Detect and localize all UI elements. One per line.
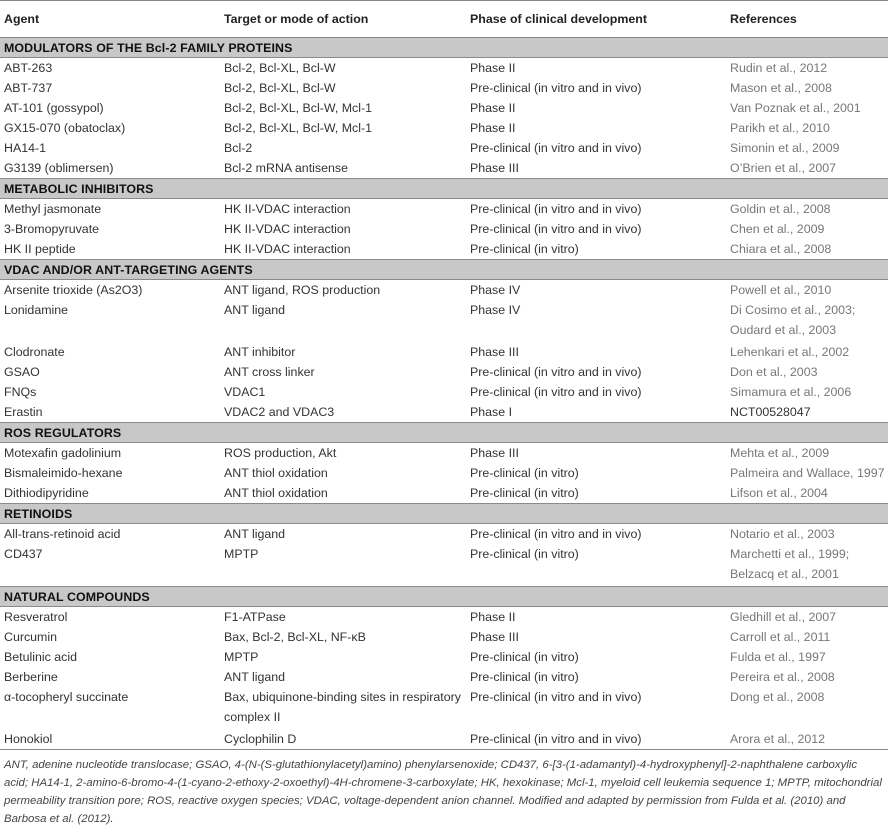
- phase-cell: Pre-clinical (in vitro): [470, 486, 579, 500]
- table-row: [0, 219, 888, 239]
- agent-cell: ABT-737: [4, 81, 53, 95]
- agent-cell: Betulinic acid: [4, 650, 78, 664]
- phase-cell: Phase IV: [470, 303, 521, 317]
- reference-cell: Gledhill et al., 2007: [730, 610, 837, 624]
- table-row: [0, 239, 888, 260]
- agent-cell: Clodronate: [4, 345, 65, 359]
- table-row: [0, 280, 888, 301]
- phase-cell: Pre-clinical (in vitro and in vivo): [470, 141, 642, 155]
- section-row: [0, 504, 888, 524]
- table-row: [0, 443, 888, 464]
- reference-cell: NCT00528047: [730, 405, 811, 419]
- agent-cell: Methyl jasmonate: [4, 202, 102, 216]
- target-cell: ANT ligand: [224, 527, 286, 541]
- table-row: [0, 342, 888, 362]
- target-cell: VDAC2 and VDAC3: [224, 405, 335, 419]
- agent-cell: GX15-070 (obatoclax): [4, 121, 126, 135]
- phase-cell: Pre-clinical (in vitro and in vivo): [470, 202, 642, 216]
- agent-cell: AT-101 (gossypol): [4, 101, 104, 115]
- reference-cell: Lifson et al., 2004: [730, 486, 828, 500]
- table-row: [0, 729, 888, 750]
- header-references: References: [726, 1, 888, 38]
- phase-cell: Phase III: [470, 630, 519, 644]
- agent-cell: Honokiol: [0, 729, 220, 750]
- target-cell: Bcl-2, Bcl-XL, Bcl-W, Mcl-1: [224, 121, 373, 135]
- table-row: [0, 158, 888, 179]
- table-row: [0, 544, 888, 587]
- table-row: [0, 463, 888, 483]
- reference-cell: Dong et al., 2008: [730, 690, 825, 704]
- reference-cell: Rudin et al., 2012: [730, 61, 828, 75]
- phase-cell: Phase III: [470, 345, 519, 359]
- section-row: [0, 423, 888, 443]
- table-row: [0, 382, 888, 402]
- target-cell: ANT cross linker: [224, 365, 315, 379]
- target-cell: Cyclophilin D: [220, 729, 466, 750]
- phase-cell: Pre-clinical (in vitro and in vivo): [470, 222, 642, 236]
- agent-cell: HK II peptide: [4, 242, 76, 256]
- agent-cell: HA14-1: [4, 141, 47, 155]
- agent-cell: Dithiodipyridine: [4, 486, 89, 500]
- phase-cell: Pre-clinical (in vitro): [470, 547, 579, 561]
- table-row: [0, 667, 888, 687]
- phase-cell: Pre-clinical (in vitro and in vivo): [470, 527, 642, 541]
- section-title: NATURAL COMPOUNDS: [0, 587, 888, 607]
- target-cell: ANT inhibitor: [224, 345, 296, 359]
- header-row: [0, 1, 888, 38]
- phase-cell: Phase IV: [470, 283, 521, 297]
- agent-cell: CD437: [4, 547, 43, 561]
- reference-cell: Arora et al., 2012: [726, 729, 888, 750]
- reference-cell: Lehenkari et al., 2002: [730, 345, 850, 359]
- target-cell: Bcl-2, Bcl-XL, Bcl-W: [224, 81, 336, 95]
- phase-cell: Pre-clinical (in vitro): [470, 466, 579, 480]
- section-row: [0, 38, 888, 58]
- reference-cell: Pereira et al., 2008: [730, 670, 835, 684]
- table-row: [0, 362, 888, 382]
- target-cell: Bax, ubiquinone-binding sites in respiratory complex II: [224, 690, 461, 724]
- target-cell: Bax, Bcl-2, Bcl-XL, NF-κB: [224, 630, 366, 644]
- phase-cell: Pre-clinical (in vitro and in vivo): [466, 729, 726, 750]
- phase-cell: Phase III: [470, 446, 519, 460]
- agent-cell: Arsenite trioxide (As2O3): [4, 283, 143, 297]
- target-cell: MPTP: [224, 547, 259, 561]
- reference-cell: Powell et al., 2010: [730, 283, 832, 297]
- phase-cell: Pre-clinical (in vitro and in vivo): [470, 81, 642, 95]
- reference-cell: Van Poznak et al., 2001: [730, 101, 861, 115]
- table-row: [0, 138, 888, 158]
- phase-cell: Pre-clinical (in vitro): [470, 670, 579, 684]
- target-cell: Bcl-2: [224, 141, 253, 155]
- section-title: MODULATORS OF THE Bcl-2 FAMILY PROTEINS: [0, 38, 888, 58]
- section-title: VDAC AND/OR ANT-TARGETING AGENTS: [0, 260, 888, 280]
- table-row: [0, 118, 888, 138]
- agent-cell: α-tocopheryl succinate: [4, 690, 129, 704]
- reference-cell: Mason et al., 2008: [730, 81, 832, 95]
- phase-cell: Phase I: [470, 405, 513, 419]
- agent-cell: Resveratrol: [4, 610, 68, 624]
- agent-cell: Lonidamine: [4, 303, 69, 317]
- table-row: [0, 402, 888, 423]
- table-row: [0, 524, 888, 545]
- target-cell: Bcl-2 mRNA antisense: [224, 161, 348, 175]
- reference-cell: Chiara et al., 2008: [730, 242, 832, 256]
- table-row: [0, 483, 888, 504]
- reference-cell: O’Brien et al., 2007: [730, 161, 837, 175]
- target-cell: Bcl-2, Bcl-XL, Bcl-W: [224, 61, 336, 75]
- table-row: [0, 627, 888, 647]
- agent-cell: ABT-263: [4, 61, 53, 75]
- target-cell: ANT thiol oxidation: [224, 486, 328, 500]
- target-cell: HK II-VDAC interaction: [224, 222, 351, 236]
- table-row: [0, 78, 888, 98]
- section-title: ROS REGULATORS: [0, 423, 888, 443]
- phase-cell: Phase II: [470, 610, 516, 624]
- reference-cell: Parikh et al., 2010: [730, 121, 830, 135]
- agent-cell: Motexafin gadolinium: [4, 446, 122, 460]
- agent-cell: Erastin: [4, 405, 43, 419]
- section-row: [0, 260, 888, 280]
- table-row: [0, 647, 888, 667]
- phase-cell: Phase II: [470, 61, 516, 75]
- section-title: METABOLIC INHIBITORS: [0, 179, 888, 199]
- phase-cell: Pre-clinical (in vitro and in vivo): [470, 385, 642, 399]
- target-cell: MPTP: [224, 650, 259, 664]
- section-row: [0, 587, 888, 607]
- phase-cell: Phase II: [470, 101, 516, 115]
- reference-cell: Simamura et al., 2006: [730, 385, 852, 399]
- reference-cell: Di Cosimo et al., 2003; Oudard et al., 2003: [730, 303, 856, 337]
- target-cell: ROS production, Akt: [224, 446, 337, 460]
- target-cell: ANT ligand, ROS production: [224, 283, 381, 297]
- agent-cell: Berberine: [4, 670, 58, 684]
- reference-cell: Marchetti et al., 1999; Belzacq et al., 2001: [730, 547, 850, 581]
- table-row: [0, 687, 888, 729]
- table-row: [0, 98, 888, 118]
- target-cell: F1-ATPase: [224, 610, 286, 624]
- reference-cell: Chen et al., 2009: [730, 222, 825, 236]
- agent-cell: FNQs: [4, 385, 37, 399]
- section-title: RETINOIDS: [0, 504, 888, 524]
- phase-cell: Phase II: [470, 121, 516, 135]
- phase-cell: Pre-clinical (in vitro and in vivo): [470, 365, 642, 379]
- header-agent: Agent: [0, 1, 220, 38]
- reference-cell: Carroll et al., 2011: [730, 630, 831, 644]
- target-cell: ANT ligand: [224, 670, 286, 684]
- target-cell: HK II-VDAC interaction: [224, 202, 351, 216]
- agent-cell: 3-Bromopyruvate: [4, 222, 100, 236]
- agent-cell: Bismaleimido-hexane: [4, 466, 123, 480]
- table-row: [0, 58, 888, 79]
- section-row: [0, 179, 888, 199]
- table-row: [0, 199, 888, 220]
- header-target: Target or mode of action: [220, 1, 466, 38]
- table-row: [0, 607, 888, 628]
- reference-cell: Fulda et al., 1997: [730, 650, 826, 664]
- agent-cell: G3139 (oblimersen): [4, 161, 114, 175]
- target-cell: ANT ligand: [224, 303, 286, 317]
- reference-cell: Palmeira and Wallace, 1997: [730, 466, 885, 480]
- reference-cell: Goldin et al., 2008: [730, 202, 831, 216]
- target-cell: VDAC1: [224, 385, 266, 399]
- reference-cell: Notario et al., 2003: [730, 527, 835, 541]
- reference-cell: Simonin et al., 2009: [730, 141, 840, 155]
- target-cell: ANT thiol oxidation: [224, 466, 328, 480]
- phase-cell: Pre-clinical (in vitro): [470, 242, 579, 256]
- phase-cell: Pre-clinical (in vitro): [470, 650, 579, 664]
- phase-cell: Phase III: [470, 161, 519, 175]
- agent-cell: Curcumin: [4, 630, 58, 644]
- reference-cell: Don et al., 2003: [730, 365, 818, 379]
- phase-cell: Pre-clinical (in vitro and in vivo): [470, 690, 642, 704]
- agent-cell: All-trans-retinoid acid: [4, 527, 121, 541]
- table-row: [0, 300, 888, 342]
- target-cell: HK II-VDAC interaction: [224, 242, 351, 256]
- header-phase: Phase of clinical development: [466, 1, 726, 38]
- table-footnote: ANT, adenine nucleotide translocase; GSAO, 4-(N-(S-glutathionylacetyl)amino) phenylarsenoxide; CD437, 6-[3-(1-adamantyl)-4-hydroxyphenyl]-2-naphthalene carboxylic acid; HA14-1, 2-amino-6-bromo-4-(1-cyano-2-ethoxy-2-oxoethyl)-4H-chromene-3-carboxylate; HK, hexokinase; Mcl-1, myeloid cell leukemia sequence 1; MPTP, mitochondrial permeability transition pore; ROS, reactive oxygen species; VDAC, voltage-dependent anion channel. Modified and adapted by permission from Fulda et al. (2010) and Barbosa et al. (2012).: [4, 759, 882, 825]
- agent-cell: GSAO: [4, 365, 40, 379]
- target-cell: Bcl-2, Bcl-XL, Bcl-W, Mcl-1: [224, 101, 373, 115]
- reference-cell: Mehta et al., 2009: [730, 446, 830, 460]
